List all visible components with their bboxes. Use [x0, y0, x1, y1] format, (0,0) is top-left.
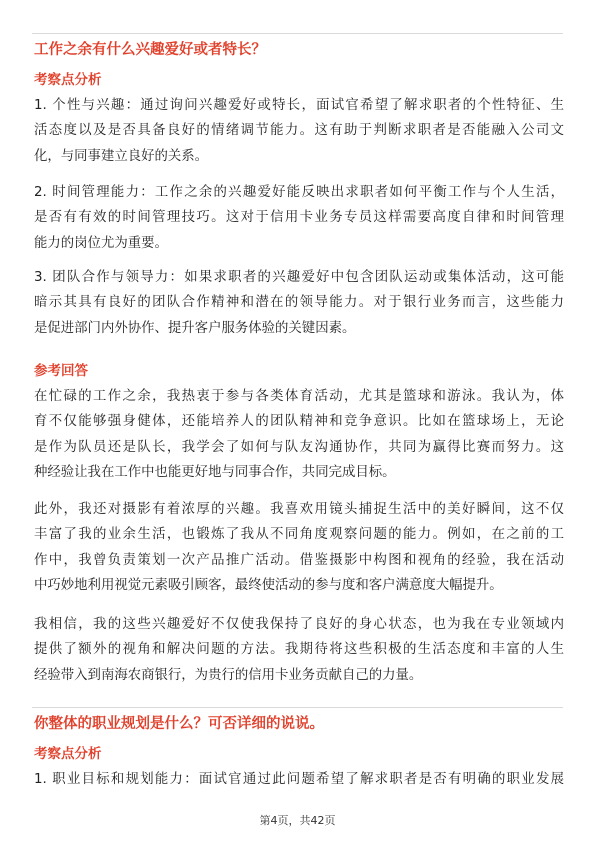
text-line: 中巧妙地利用视觉元素吸引顾客，最终使活动的参与度和客户满意度大幅提升。 — [34, 577, 503, 593]
text-line: 种经验让我在工作中也能更好地与同事合作，共同完成目标。 — [34, 464, 396, 480]
text-line: 我相信，我的这些兴趣爱好不仅使我保持了良好的身心状态，也为我在专业领域内 — [34, 617, 564, 632]
text-line: 经验带入到南海农商银行，为贵行的信用卡业务贡献自己的力量。 — [34, 667, 423, 683]
analysis-heading: 考察点分析 — [34, 72, 102, 88]
text-line: 是否有有效的时间管理技巧。这对于信用卡业务专员这样需要高度自律和时间管理 — [34, 210, 564, 226]
answer-heading: 参考回答 — [34, 363, 88, 379]
text-line: 能力的岗位尤为重要。 — [34, 235, 168, 251]
answer-paragraph-1 — [34, 384, 564, 485]
text-line: 丰富了我的业余生活，也锻炼了我从不同角度观察问题的能力。例如，在之前的工 — [34, 527, 564, 543]
analysis-point-2 — [34, 180, 564, 256]
question-title: 你整体的职业规划是什么？可否详细的说说。 — [34, 716, 324, 732]
text-line: 化，与同事建立良好的关系。 — [34, 148, 209, 164]
text-line: 此外，我还对摄影有着浓厚的兴趣。我喜欢用镜头捕捉生活中的美好瞬间，这不仅 — [34, 502, 564, 517]
text-line: 提供了额外的视角和解决问题的方法。我期待将这些积极的生活态度和丰富的人生 — [34, 642, 564, 658]
answer-paragraph-2 — [34, 497, 564, 598]
text-line: 作中，我曾负责策划一次产品推广活动。借鉴摄影中构图和视角的经验，我在活动 — [34, 552, 564, 568]
text-line: 是作为队员还是队长，我学会了如何与队友沟通协作，共同为赢得比赛而努力。这 — [34, 439, 564, 455]
text-line: 1. 个性与兴趣：通过询问兴趣爱好或特长，面试官希望了解求职者的个性特征、生 — [34, 98, 564, 113]
text-line: 在忙碌的工作之余，我热衷于参与各类体育活动，尤其是篮球和游泳。我认为，体 — [34, 389, 564, 404]
analysis-point-1 — [34, 767, 564, 792]
text-line: 是促进部门内外协作、提升客户服务体验的关键因素。 — [34, 320, 356, 336]
text-line: 2. 时间管理能力：工作之余的兴趣爱好能反映出求职者如何平衡工作与个人生活， — [34, 185, 564, 200]
text-line: 1. 职业目标和规划能力：面试官通过此问题希望了解求职者是否有明确的职业发展 — [34, 772, 564, 787]
analysis-point-3 — [34, 265, 564, 341]
page-number: 第4页，共42页 — [259, 814, 336, 827]
answer-paragraph-3 — [34, 612, 564, 688]
analysis-point-1 — [34, 93, 564, 169]
text-line: 3. 团队合作与领导力：如果求职者的兴趣爱好中包含团队运动或集体活动，这可能 — [34, 270, 564, 285]
question-title: 工作之余有什么兴趣爱好或者特长？ — [34, 42, 266, 58]
text-line: 活态度以及是否具备良好的情绪调节能力。这有助于判断求职者是否能融入公司文 — [34, 123, 564, 139]
text-line: 育不仅能够强身健体，还能培养人的团队精神和竞争意识。比如在篮球场上，无论 — [34, 414, 564, 430]
section-divider — [32, 33, 563, 34]
text-line: 暗示其具有良好的团队合作精神和潜在的领导能力。对于银行业务而言，这些能力 — [34, 295, 564, 311]
section-divider — [32, 707, 563, 708]
analysis-heading: 考察点分析 — [34, 746, 102, 762]
